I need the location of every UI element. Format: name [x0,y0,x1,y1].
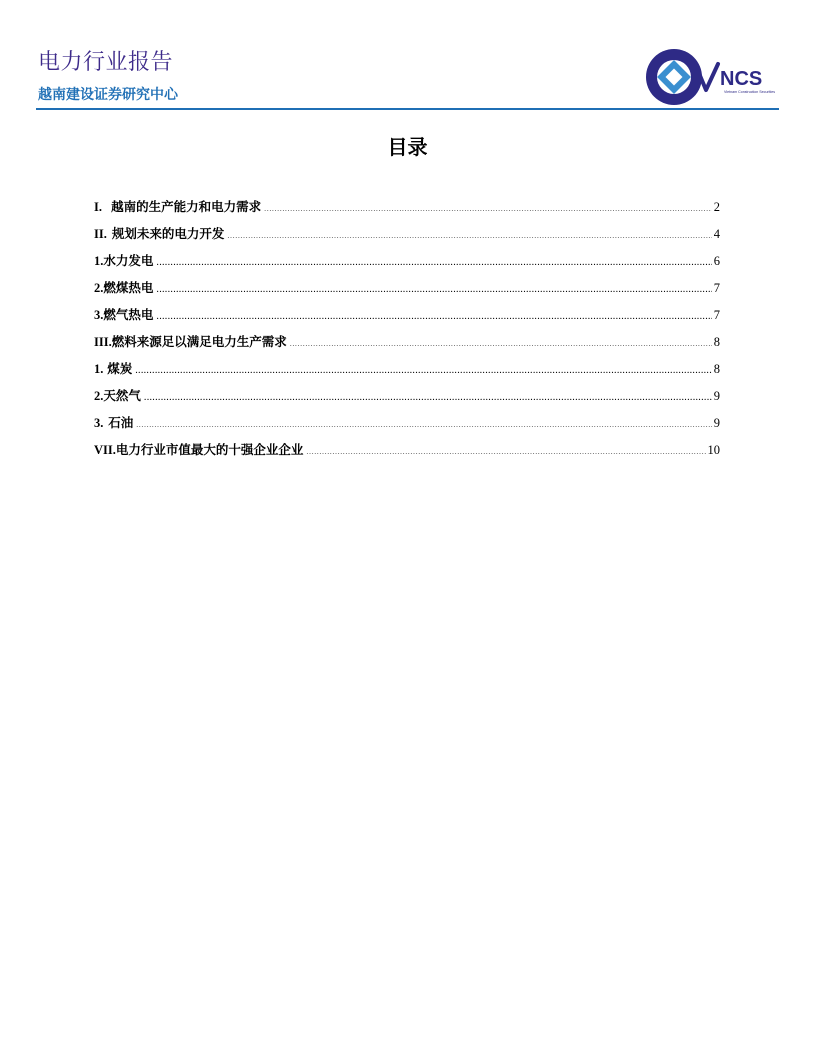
toc-entry[interactable] [94,440,720,467]
toc-entry-page: 8 [713,362,720,376]
toc-entry-number: 3. [94,416,104,430]
toc-entry[interactable] [94,278,720,305]
toc-entry-number: I. [94,200,102,214]
toc-entry-label: 燃气热电 [103,307,154,322]
toc-entry-number: VII. [94,443,116,457]
toc-entry-page: 7 [713,308,720,322]
toc-entry[interactable] [94,359,720,386]
vncs-logo-icon [644,46,780,108]
report-subtitle: 越南建设证券研究中心 [38,87,178,103]
toc-heading: 目录 [387,135,428,159]
toc-leader-dots [136,415,712,435]
toc-entry[interactable] [94,251,720,278]
toc-leader-dots [135,361,712,381]
toc-entry[interactable] [94,413,720,440]
toc-leader-dots [306,442,705,462]
toc-entry-label: 电力行业市值最大的十强企业企业 [115,442,304,457]
toc-leader-dots [156,253,711,273]
toc-entry-label: 石油 [108,415,134,430]
toc-leader-dots [290,334,712,354]
toc-entry-label: 越南的生产能力和电力需求 [111,199,262,214]
toc-entry-number: 1. [94,362,104,376]
logo-tagline: Vietnam Construction Securities [724,90,776,94]
toc-entry-label: 天然气 [103,388,141,403]
toc-entry-page: 6 [713,254,720,268]
toc-entry-number: III. [94,335,112,349]
toc-entry-number: 3. [94,308,104,322]
logo-text: NCS [720,68,763,90]
toc-entry[interactable] [94,305,720,332]
toc-entry[interactable] [94,224,720,251]
toc-entry-page: 2 [713,200,720,214]
report-title: 电力行业报告 [38,50,174,75]
toc-leader-dots [264,199,712,219]
toc-entry-number: II. [94,227,107,241]
toc-leader-dots [144,388,712,408]
toc-leader-dots [156,307,711,327]
toc-entry-page: 10 [707,443,720,457]
toc-leader-dots [227,226,711,246]
toc-entry-page: 4 [713,227,720,241]
toc-entry[interactable] [94,386,720,413]
toc-entry-label: 燃煤热电 [103,280,154,295]
toc-entry-number: 2. [94,389,104,403]
toc-leader-dots [156,280,711,300]
toc-entry-number: 1. [94,254,104,268]
page-header [0,0,815,112]
toc-entry-number: 2. [94,281,104,295]
toc-entry-label: 燃料来源足以满足电力生产需求 [111,334,287,349]
header-divider [36,108,779,110]
toc-entry[interactable] [94,332,720,359]
toc-entry-label: 煤炭 [107,361,133,376]
table-of-contents [94,197,720,467]
toc-entry-page: 8 [713,335,720,349]
toc-entry-page: 9 [713,416,720,430]
toc-entry[interactable] [94,197,720,224]
toc-entry-label: 规划未来的电力开发 [111,226,225,241]
toc-entry-page: 9 [713,389,720,403]
toc-entry-label: 水力发电 [103,253,154,268]
toc-entry-page: 7 [713,281,720,295]
